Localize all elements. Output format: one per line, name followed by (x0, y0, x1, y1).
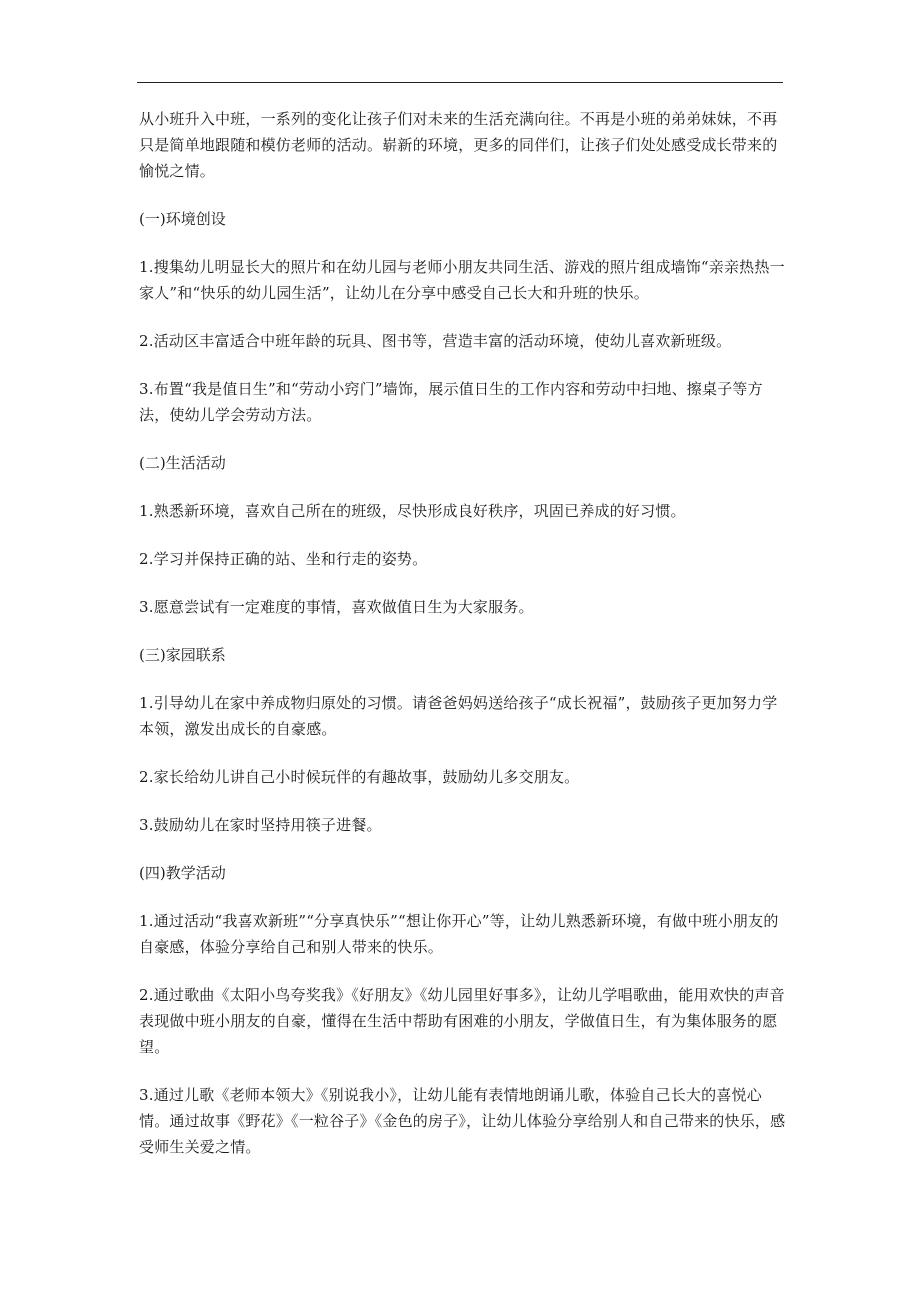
list-item: 1.熟悉新环境，喜欢自己所在的班级，尽快形成良好秩序，巩固已养成的好习惯。 (139, 502, 686, 520)
list-item: 2.学习并保持正确的站、坐和行走的姿势。 (139, 550, 428, 568)
list-item: 1.搜集幼儿明显长大的照片和在幼儿园与老师小朋友共同生活、游戏的照片组成墙饰“亲亲热热一家人”和“快乐的幼儿园生活”，让幼儿在分享中感受自己长大和升班的快乐。 (139, 258, 785, 302)
section-heading-teaching: (四)教学活动 (139, 864, 226, 882)
section-heading-daily-life: (二)生活活动 (139, 454, 226, 472)
list-item: 2.通过歌曲《太阳小鸟夸奖我》《好朋友》《幼儿园里好事多》，让幼儿学唱歌曲，能用欢快的声音表现做中班小朋友的自豪，懂得在生活中帮助有困难的小朋友，学做值日生，有为集体服务的愿望。 (139, 986, 785, 1056)
document-body (139, 106, 787, 1182)
list-item: 1.通过活动“我喜欢新班”“分享真快乐”“想让你开心”等，让幼儿熟悉新环境，有做中班小朋友的自豪感，体验分享给自己和别人带来的快乐。 (139, 912, 779, 956)
section-heading-home-school: (三)家园联系 (139, 646, 226, 664)
list-item: 2.活动区丰富适合中班年龄的玩具、图书等，营造丰富的活动环境，使幼儿喜欢新班级。 (139, 332, 732, 350)
section-heading-environment: (一)环境创设 (139, 210, 226, 228)
list-item: 3.鼓励幼儿在家时坚持用筷子进餐。 (139, 816, 382, 834)
list-item: 2.家长给幼儿讲自己小时候玩伴的有趣故事，鼓励幼儿多交朋友。 (139, 768, 580, 786)
list-item: 3.愿意尝试有一定难度的事情，喜欢做值日生为大家服务。 (139, 598, 534, 616)
list-item: 3.通过儿歌《老师本领大》《别说我小》，让幼儿能有表情地朗诵儿歌，体验自己长大的喜悦心情。通过故事《野花》《一粒谷子》《金色的房子》，让幼儿体验分享给别人和自己带来的快乐，感受师生关爱之情。 (139, 1086, 786, 1156)
list-item: 3.布置“我是值日生”和“劳动小窍门”墙饰，展示值日生的工作内容和劳动中扫地、擦桌子等方法，使幼儿学会劳动方法。 (139, 380, 763, 424)
list-item: 1.引导幼儿在家中养成物归原处的习惯。请爸爸妈妈送给孩子“成长祝福”，鼓励孩子更加努力学本领，激发出成长的自豪感。 (139, 694, 778, 738)
header-rule (137, 82, 783, 83)
intro-paragraph: 从小班升入中班，一系列的变化让孩子们对未来的生活充满向往。不再是小班的弟弟妹妹，不再只是简单地跟随和模仿老师的活动。崭新的环境，更多的同伴们，让孩子们处处感受成长带来的愉悦之情。 (139, 110, 778, 180)
